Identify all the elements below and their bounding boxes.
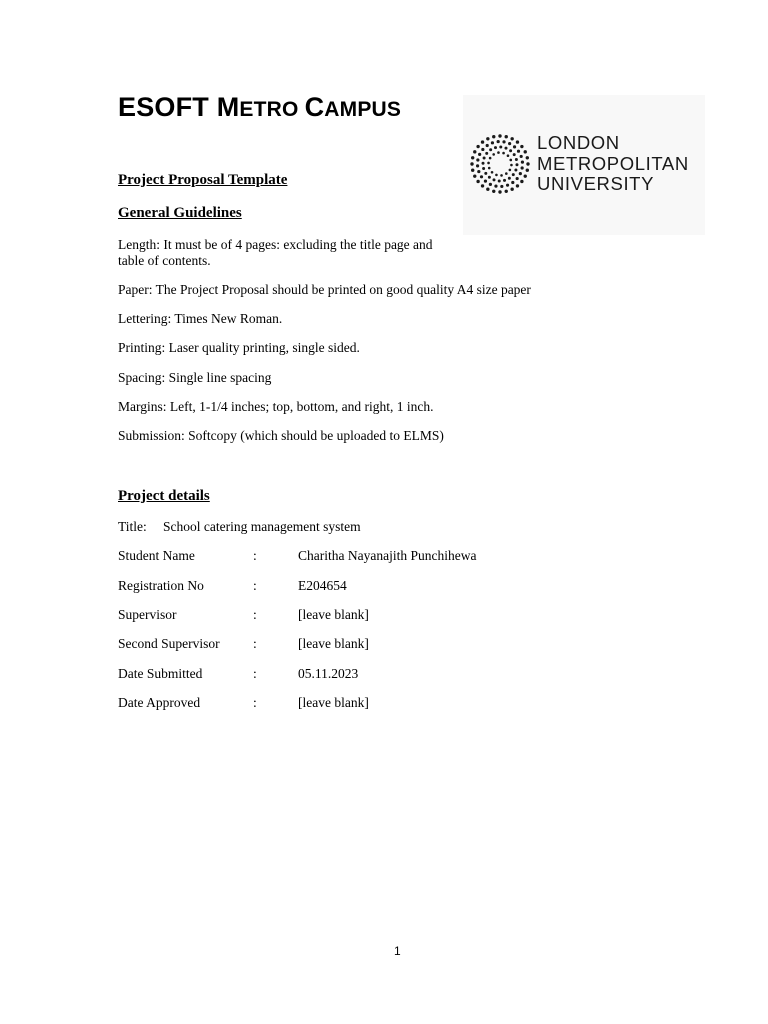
project-details-heading: Project details — [118, 488, 210, 504]
project-title-value: School catering management system — [163, 519, 361, 534]
university-logo — [463, 95, 705, 235]
detail-label: Second Supervisor — [118, 636, 220, 651]
guideline-margins: Margins: Left, 1-1/4 inches; top, bottom, and right, 1 inch. — [118, 399, 434, 414]
detail-colon: : — [253, 695, 257, 710]
guideline-length-line: table of contents. — [118, 253, 211, 268]
detail-colon: : — [253, 666, 257, 681]
title-part: ESOFT — [118, 92, 217, 122]
detail-value: [leave blank] — [298, 607, 369, 622]
logo-line: METROPOLITAN — [537, 152, 689, 174]
title-part: C — [304, 92, 325, 122]
guideline-paper: Paper: The Project Proposal should be printed on good quality A4 size paper — [118, 282, 531, 297]
project-title-label: Title: — [118, 519, 147, 534]
detail-colon: : — [253, 578, 257, 593]
detail-value: [leave blank] — [298, 636, 369, 651]
guideline-spacing: Spacing: Single line spacing — [118, 370, 272, 385]
detail-colon: : — [253, 607, 257, 622]
detail-value: 05.11.2023 — [298, 666, 359, 681]
detail-label: Supervisor — [118, 607, 177, 622]
title-part: ETRO — [239, 98, 305, 121]
detail-value: E204654 — [298, 578, 347, 593]
detail-colon: : — [253, 548, 257, 563]
page-number: 1 — [394, 944, 401, 958]
detail-label: Student Name — [118, 548, 195, 563]
guideline-length — [118, 237, 433, 269]
title-part: M — [216, 92, 240, 122]
guidelines-heading: General Guidelines — [118, 205, 242, 221]
guideline-printing: Printing: Laser quality printing, single sided. — [118, 340, 360, 355]
template-title: Project Proposal Template — [118, 172, 288, 188]
detail-label: Registration No — [118, 578, 204, 593]
logo-wordmark — [537, 133, 689, 195]
campus-title — [118, 92, 401, 123]
logo-line: LONDON — [537, 132, 620, 153]
guideline-submission: Submission: Softcopy (which should be uploaded to ELMS) — [118, 428, 444, 443]
guideline-length-line: Length: It must be of 4 pages: excluding the title page and — [118, 237, 433, 252]
detail-value: [leave blank] — [298, 695, 369, 710]
guideline-lettering: Lettering: Times New Roman. — [118, 311, 283, 326]
title-part: AMPUS — [324, 98, 402, 121]
logo-line: UNIVERSITY — [537, 173, 655, 194]
detail-colon: : — [253, 636, 257, 651]
dot-ring-icon — [469, 133, 531, 195]
detail-label: Date Approved — [118, 695, 201, 710]
detail-value: Charitha Nayanajith Punchihewa — [298, 548, 477, 563]
detail-label: Date Submitted — [118, 666, 203, 681]
